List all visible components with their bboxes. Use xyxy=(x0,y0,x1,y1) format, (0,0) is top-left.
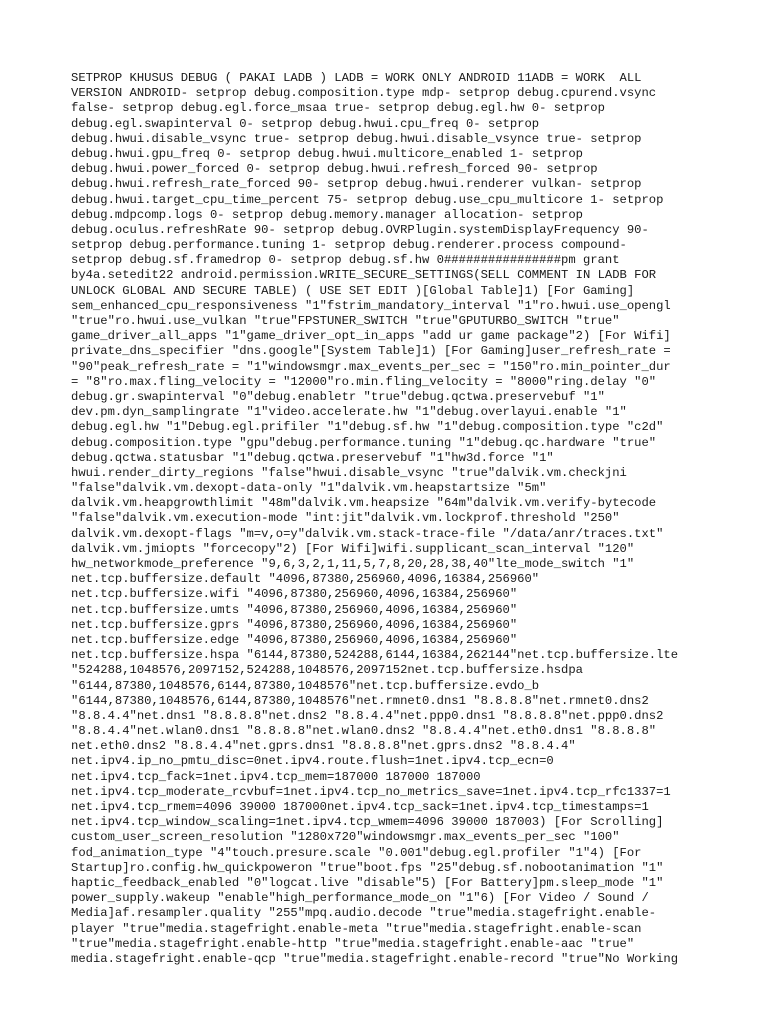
document-body-text xyxy=(71,71,701,967)
text-line: "8.8.4.4"net.wlan0.dns1 "8.8.8.8"net.wlan0.dns2 "8.8.4.4"net.eth0.dns1 "8.8.8.8" xyxy=(71,724,657,739)
text-line: SETPROP KHUSUS DEBUG ( PAKAI LADB ) LADB = WORK ONLY ANDROID 11ADB = WORK ALL xyxy=(71,71,642,85)
text-line: "524288,1048576,2097152,524288,1048576,2097152net.tcp.buffersize.hsdpa xyxy=(71,663,583,678)
text-line: dev.pm.dyn_samplingrate "1"video.accelerate.hw "1"debug.overlayui.enable "1" xyxy=(71,405,627,420)
text-line: sem_enhanced_cpu_responsiveness "1"fstrim_mandatory_interval "1"ro.hwui.use_opengl xyxy=(71,298,671,313)
text-line: setprop debug.sf.framedrop 0- setprop debug.sf.hw 0################pm grant xyxy=(71,253,620,268)
text-line: hwui.render_dirty_regions "false"hwui.disable_vsync "true"dalvik.vm.checkjni xyxy=(71,465,627,480)
text-line: media.stagefright.enable-qcp "true"media.stagefright.enable-record "true"No Working xyxy=(71,951,679,966)
text-line: net.ipv4.tcp_window_scaling=1net.ipv4.tcp_wmem=4096 39000 187003) [For Scrolling] xyxy=(71,815,664,830)
text-line: debug.hwui.target_cpu_time_percent 75- setprop debug.use_cpu_multicore 1- setprop xyxy=(71,192,664,207)
text-line: net.tcp.buffersize.default "4096,87380,256960,4096,16384,256960" xyxy=(71,572,540,587)
text-line: net.tcp.buffersize.wifi "4096,87380,256960,4096,16384,256960" xyxy=(71,587,518,602)
text-line: debug.mdpcomp.logs 0- setprop debug.memory.manager allocation- setprop xyxy=(71,207,583,222)
text-line: fod_animation_type "4"touch.presure.scale "0.001"debug.egl.profiler "1"4) [For xyxy=(71,845,642,860)
text-line: Media]af.resampler.quality "255"mpq.audio.decode "true"media.stagefright.enable- xyxy=(71,906,657,921)
text-line: debug.hwui.refresh_rate_forced 90- setprop debug.hwui.renderer vulkan- setprop xyxy=(71,177,642,192)
text-line: dalvik.vm.heapgrowthlimit "48m"dalvik.vm.heapsize "64m"dalvik.vm.verify-bytecode xyxy=(71,496,657,511)
text-line: debug.gr.swapinterval "0"debug.enabletr "true"debug.qctwa.preservebuf "1" xyxy=(71,389,605,404)
text-line: net.tcp.buffersize.umts "4096,87380,256960,4096,16384,256960" xyxy=(71,602,518,617)
text-line: VERSION ANDROID- setprop debug.composition.type mdp- setprop debug.cpurend.vsync xyxy=(71,86,657,101)
text-line: net.ipv4.tcp_fack=1net.ipv4.tcp_mem=187000 187000 187000 xyxy=(71,769,481,784)
text-line: false- setprop debug.egl.force_msaa true- setprop debug.egl.hw 0- setprop xyxy=(71,101,605,116)
text-line: private_dns_specifier "dns.google"[System Table]1) [For Gaming]user_refresh_rate = xyxy=(71,344,671,359)
text-line: net.tcp.buffersize.hspa "6144,87380,524288,6144,16384,262144"net.tcp.buffersize.lte xyxy=(71,648,679,663)
text-line: debug.oculus.refreshRate 90- setprop debug.OVRPlugin.systemDisplayFrequency 90- xyxy=(71,222,649,237)
text-line: net.ipv4.tcp_rmem=4096 39000 187000net.ipv4.tcp_sack=1net.ipv4.tcp_timestamps=1 xyxy=(71,800,649,814)
text-line: debug.qctwa.statusbar "1"debug.qctwa.preservebuf "1"hw3d.force "1" xyxy=(71,450,554,465)
text-line: game_driver_all_apps "1"game_driver_opt_in_apps "add ur game package"2) [For Wifi] xyxy=(71,329,671,344)
text-line: debug.composition.type "gpu"debug.performance.tuning "1"debug.qc.hardware "true" xyxy=(71,435,657,450)
text-line: "true"media.stagefright.enable-http "true"media.stagefright.enable-aac "true" xyxy=(71,936,635,951)
text-line: "8.8.4.4"net.dns1 "8.8.8.8"net.dns2 "8.8.4.4"net.ppp0.dns1 "8.8.8.8"net.ppp0.dns2 xyxy=(71,708,664,723)
text-line: net.tcp.buffersize.gprs "4096,87380,256960,4096,16384,256960" xyxy=(71,617,518,632)
text-line: power_supply.wakeup "enable"high_performance_mode_on "1"6) [For Video / Sound / xyxy=(71,891,649,906)
text-line: setprop debug.performance.tuning 1- setprop debug.renderer.process compound- xyxy=(71,238,627,253)
text-line: net.tcp.buffersize.edge "4096,87380,256960,4096,16384,256960" xyxy=(71,632,518,647)
text-line: by4a.setedit22 android.permission.WRITE_SECURE_SETTINGS(SELL COMMENT IN LADB FOR xyxy=(71,268,657,283)
text-line: dalvik.vm.dexopt-flags "m=v,o=y"dalvik.vm.stack-trace-file "/data/anr/traces.txt" xyxy=(71,526,664,541)
text-line: "90"peak_refresh_rate = "1"windowsmgr.max_events_per_sec = "150"ro.min_pointer_dur xyxy=(71,359,671,374)
text-line: net.ipv4.tcp_moderate_rcvbuf=1net.ipv4.tcp_no_metrics_save=1net.ipv4.tcp_rfc1337=1 xyxy=(71,784,671,799)
text-line: "6144,87380,1048576,6144,87380,1048576"net.rmnet0.dns1 "8.8.8.8"net.rmnet0.dns2 xyxy=(71,693,649,708)
text-line: custom_user_screen_resolution "1280x720"windowsmgr.max_events_per_sec "100" xyxy=(71,830,620,845)
text-line: dalvik.vm.jmiopts "forcecopy"2) [For Wifi]wifi.supplicant_scan_interval "120" xyxy=(71,541,635,556)
text-line: haptic_feedback_enabled "0"logcat.live "disable"5) [For Battery]pm.sleep_mode "1" xyxy=(71,875,664,890)
text-line: "true"ro.hwui.use_vulkan "true"FPSTUNER_SWITCH "true"GPUTURBO_SWITCH "true" xyxy=(71,314,620,328)
text-line: "false"dalvik.vm.execution-mode "int:jit"dalvik.vm.lockprof.threshold "250" xyxy=(71,511,620,526)
text-line: Startup]ro.config.hw_quickpoweron "true"boot.fps "25"debug.sf.nobootanimation "1" xyxy=(71,860,664,875)
text-line: debug.egl.hw "1"Debug.egl.prifiler "1"debug.sf.hw "1"debug.composition.type "c2d" xyxy=(71,420,664,435)
text-line: "6144,87380,1048576,6144,87380,1048576"net.tcp.buffersize.evdo_b xyxy=(71,678,540,693)
text-line: "false"dalvik.vm.dexopt-data-only "1"dalvik.vm.heapstartsize "5m" xyxy=(71,481,547,496)
text-line: debug.hwui.power_forced 0- setprop debug.hwui.refresh_forced 90- setprop xyxy=(71,162,598,177)
text-line: debug.hwui.disable_vsync true- setprop debug.hwui.disable_vsynce true- setprop xyxy=(71,131,642,146)
text-line: debug.egl.swapinterval 0- setprop debug.hwui.cpu_freq 0- setprop xyxy=(71,116,540,131)
text-line: net.eth0.dns2 "8.8.4.4"net.gprs.dns1 "8.8.8.8"net.gprs.dns2 "8.8.4.4" xyxy=(71,739,576,754)
text-line: UNLOCK GLOBAL AND SECURE TABLE) ( USE SET EDIT )[Global Table]1) [For Gaming] xyxy=(71,283,635,298)
text-line: net.ipv4.ip_no_pmtu_disc=0net.ipv4.route.flush=1net.ipv4.tcp_ecn=0 xyxy=(71,754,554,769)
text-line: debug.hwui.gpu_freq 0- setprop debug.hwui.multicore_enabled 1- setprop xyxy=(71,146,583,161)
text-line: = "8"ro.max.fling_velocity = "12000"ro.min.fling_velocity = "8000"ring.delay "0" xyxy=(71,374,657,389)
text-line: player "true"media.stagefright.enable-meta "true"media.stagefright.enable-scan xyxy=(71,921,642,936)
text-line: hw_networkmode_preference "9,6,3,2,1,11,5,7,8,20,28,38,40"lte_mode_switch "1" xyxy=(71,557,635,571)
